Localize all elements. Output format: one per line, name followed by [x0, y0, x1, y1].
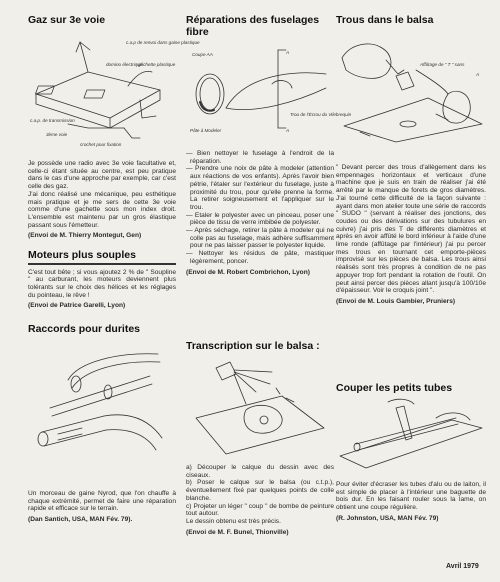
label-a-bottom: A [286, 128, 290, 133]
label-3eme-voie: 3ème voie [46, 132, 68, 137]
label-domino: domino électrique [106, 62, 143, 67]
list-item: — Bien nettoyer le fuselage à l'endroit de la réparation. [186, 150, 334, 165]
list-item: — Nettoyer les résidus de pâte, mastiquer légèrement, poncer. [186, 250, 334, 265]
illustration-radio-trigger [28, 32, 200, 150]
section-couper [336, 382, 486, 394]
list-item: c) Projeter un léger " coup " de bombe de peinture tout autour. [186, 502, 334, 518]
label-crochet: crochet pour fixation [80, 142, 122, 147]
body-text: C'est tout bête ; si vous ajoutez 2 % de " Soupline " au carburant, les moteurs deviennent plus tolérants sur le choix des hélices et les réglages du pointeau, le rêve ! [28, 268, 176, 299]
section-title: Réparations des fuselages fibre [186, 14, 320, 38]
credit: (Envoi de M. F. Bunel, Thionville) [186, 528, 289, 536]
illustration-tube-cutter [336, 398, 486, 472]
credit: (Dan Santich, USA, MAN Fév. 79). [28, 516, 133, 524]
section-title: Couper les petits tubes [336, 382, 453, 394]
label-trou: Trou de l'Écrou du Vilebrequin [290, 112, 352, 117]
label-pate: Pâte à Modeler [190, 128, 222, 133]
section-reparations [186, 14, 334, 38]
credit: (Envoi de M. Louis Gambier, Pruniers) [336, 297, 456, 305]
credit: (R. Johnston, USA, MAN Fév. 79) [336, 514, 439, 522]
list-item: — Après séchage, retirer la pâte à modeler qui ne colle pas au fuselage, mais adhère suffisamment pour ne pas laisser passer le polyester liquide. [186, 227, 334, 250]
body-text: Je possède une radio avec 3e voie facultative et, celle-ci étant située au centre, est peu pratique dans le cas d'une approche par exemple, car c'est celle des gaz. J'ai donc réalisé une mécanique, peu esthétique mais pratique et je me sers de cette 3e voie comme d'une gachette sous mon index droit. L'ensemble est maintenu par un gros élastique passant sous l'émetteur. [28, 160, 176, 229]
label-a-top: A [286, 50, 290, 55]
illustration-balsa-drill [336, 30, 486, 144]
body-text: Pour éviter d'écraser les tubes d'alu ou de laiton, il est simple de placer à l'intérieur une baguette de bois dur. En les faisant rouler sous la lame, on obtient une coupe régulière. [336, 481, 486, 512]
illustration-fuselage [186, 44, 352, 136]
title-rule [28, 263, 176, 265]
section-gaz-body [28, 160, 176, 240]
section-raccords-body [28, 490, 176, 524]
label-cap-transmission: c.a.p. de transmission [30, 118, 75, 123]
section-trous-body [336, 164, 486, 306]
list-item: — Prendre une noix de pâte à modeler (attention aux réactions de vos enfants). Après l'avoir bien pétrie, l'étaler sur l'extérieur du fuselage, juste à proximité du trou, pour qu'elle prenne la forme. La retirer soigneusement et l'appliquer sur le trou. [186, 165, 334, 211]
list-item: a) Découper le calque du dessin avec des ciseaux. [186, 464, 334, 479]
section-title: Gaz sur 3e voie [28, 14, 106, 26]
list-item: b) Poser le calque sur le balsa (ou c.t.p.), éventuellement fixé par quelques points de colle blanche. [186, 479, 334, 502]
illustration-spray [186, 358, 334, 458]
label-gachette: gâchette plastique [138, 62, 176, 67]
credit: (Envoi de M. Thierry Montegut, Gen) [28, 232, 142, 240]
section-title: Trous dans le balsa [336, 14, 434, 26]
section-title: Raccords pour durites [28, 323, 141, 335]
credit: (Envoi de Patrice Garelli, Lyon) [28, 302, 126, 310]
section-title: Moteurs plus souples [28, 249, 136, 261]
credit: (Envoi de M. Robert Combrichon, Lyon) [186, 268, 310, 276]
section-title: Transcription sur le balsa : [186, 340, 320, 352]
label-a: A [476, 72, 480, 77]
label-coupe: Coupe AA [192, 52, 213, 57]
list-item: — Etaler le polyester avec un pinceau, poser une pièce de tissu de verre imbibée de polyester. [186, 211, 334, 227]
body-text: Un morceau de gaine Nyrod, que l'on chauffe à chaque extrémité, permet de faire une réparation rapide et efficace sur le terrain. [28, 490, 176, 513]
label-affutage: Affûtage de " T " sans [420, 62, 465, 67]
section-reparations-body [186, 150, 334, 276]
section-gaz-3e-voie [28, 14, 176, 26]
illustration-durite [28, 346, 176, 476]
section-transcription [186, 340, 334, 352]
section-moteurs [28, 249, 176, 310]
section-transcription-body [186, 464, 334, 536]
issue-date: Avril 1979 [446, 563, 479, 570]
list-item: Le dessin obtenu est très précis. [186, 517, 281, 525]
section-couper-body [336, 481, 486, 523]
body-text: " Devant percer des trous d'allègement dans les empennages horizontaux et verticaux d'une machine que je suis en train de réaliser j'ai été arrêté par le manque de forets de gros diamètres. J'ai tourné cette difficulté de la façon suivante : ayant dans mon atelier toute une série de raccords " SUDO " (servant à réaliser des jonctions, des coudes ou des dérivations sur des tubulures en cuivre) j'ai pris des T de différents diamètres et après en avoir affûté le bord inférieur à l'aide d'une lime ronde (affûtage par l'intérieur) j'ai pu percer mes trous en tournant cet emporte-pièces improvisé sur les pièces de balsa. Les trous ainsi réalisés sont très propres à condition de ne pas appuyer trop fort pendant la rotation de l'outil. On peut ainsi percer des pièces allant jusqu'à 100/10e d'épaisseur. Voir le croquis joint ". [336, 164, 486, 295]
label-cap-renvoi: c.a.p de renvoi dans gaine plastique [126, 40, 200, 45]
section-trous [336, 14, 486, 26]
section-raccords [28, 323, 176, 335]
